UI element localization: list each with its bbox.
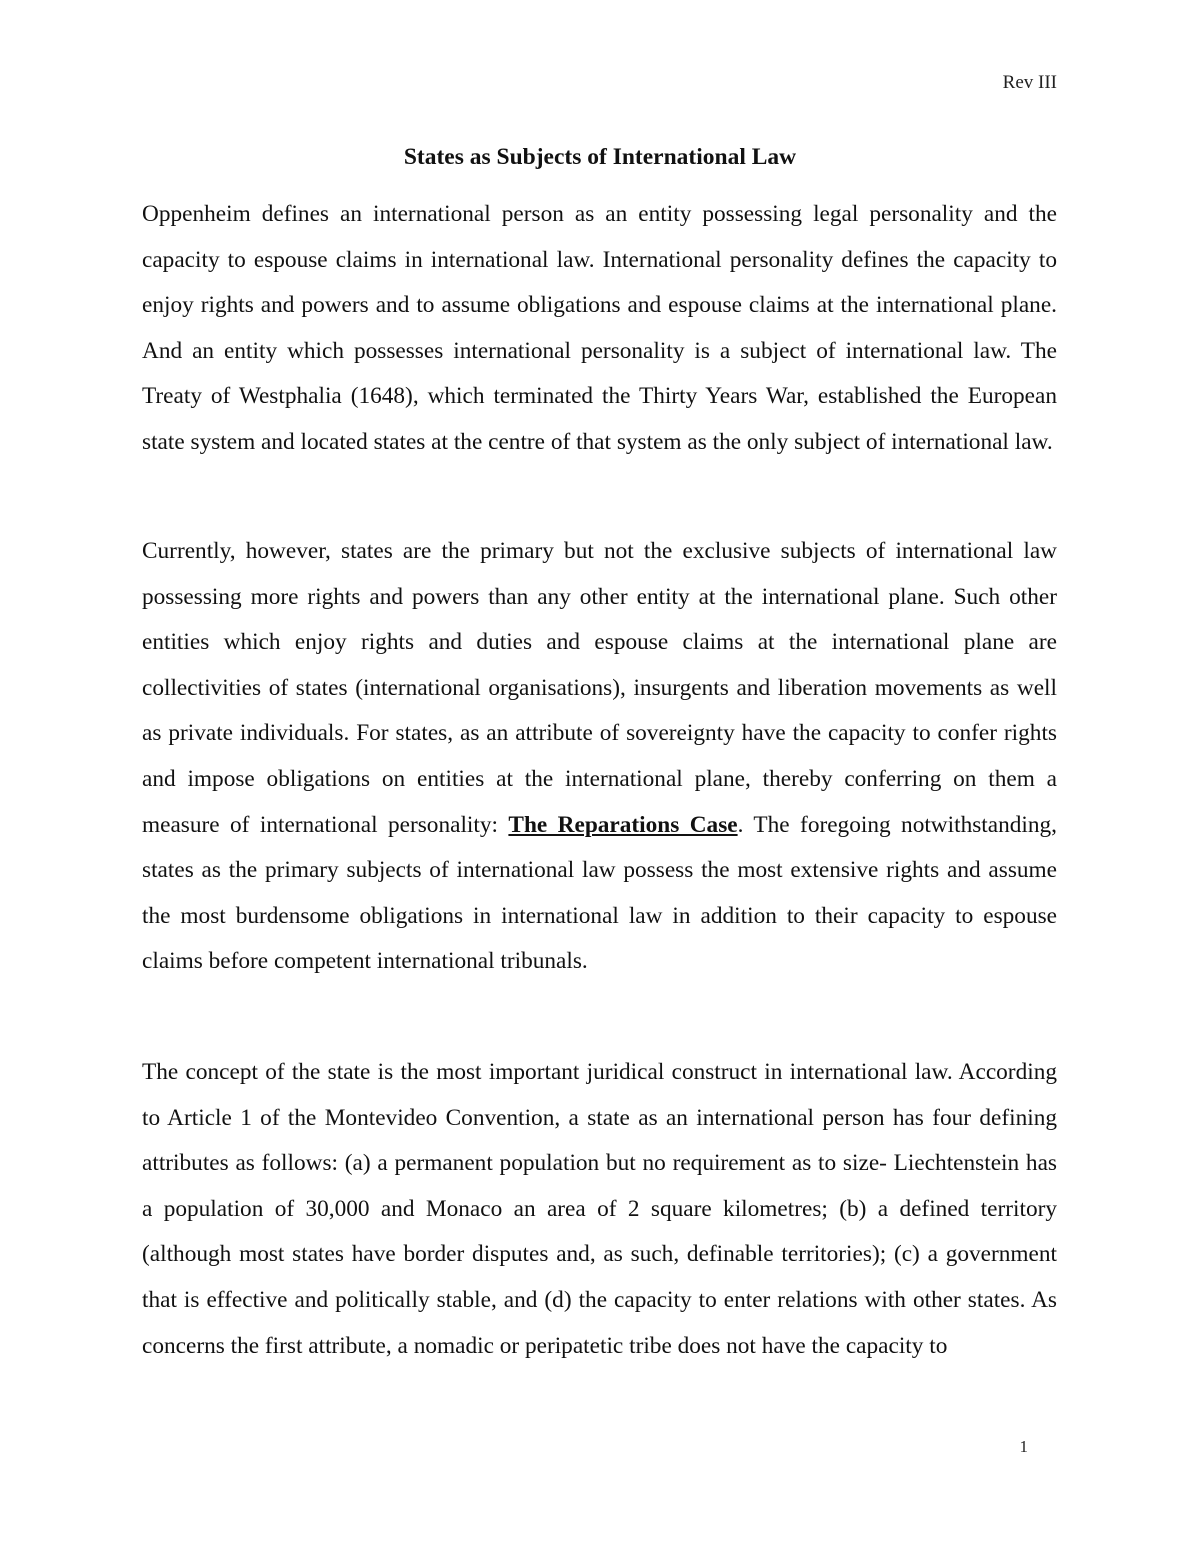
page-number: 1: [1019, 1437, 1028, 1456]
paragraph-1: Oppenheim defines an international person as an entity possessing legal personality and the capacity to espouse claims in international law. International personality defines the capacity to enjoy rights and powers and to assume obligations and espouse claims at the international plane. And an entity which possesses international personality is a subject of international law. The Treaty of Westphalia (1648), which terminated the Thirty Years War, established the European state system and located states at the centre of that system as the only subject of international law.: [142, 201, 1057, 455]
case-citation-reparations: The Reparations Case: [508, 811, 738, 838]
paragraph-2: [142, 529, 1057, 985]
paragraph-3: The concept of the state is the most important juridical construct in international law. According to Article 1 of the Montevideo Convention, a state as an international person has four defining attributes as follows: (a) a permanent population but no requirement as to size- Liechtenstein has a population of 30,000 and Monaco an area of 2 square kilometres; (b) a defined territory (although most states have border disputes and, as such, definable territories); (c) a government that is effective and politically stable, and (d) the capacity to enter relations with other states. As concerns the first attribute, a nomadic or peripatetic tribe does not have the capacity to: [142, 1059, 1057, 1359]
paragraph-2-text-after: . The foregoing notwithstanding, states as the primary subjects of international law possess the most extensive rights and assume the most burdensome obligations in international law in addition to their capacity to espouse claims before competent international tribunals.: [142, 811, 1057, 975]
paragraph-2-text-before: Currently, however, states are the primary but not the exclusive subjects of international law possessing more rights and powers than any other entity at the international plane. Such other entities which enjoy rights and duties and espouse claims at the international plane are collectivities of states (international organisations), insurgents and liberation movements as well as private individuals. For states, as an attribute of sovereignty have the capacity to confer rights and impose obligations on entities at the international plane, thereby conferring on them a measure of international personality:: [142, 538, 1057, 838]
revision-header: Rev III: [1002, 72, 1057, 93]
document-title: States as Subjects of International Law: [403, 144, 797, 170]
